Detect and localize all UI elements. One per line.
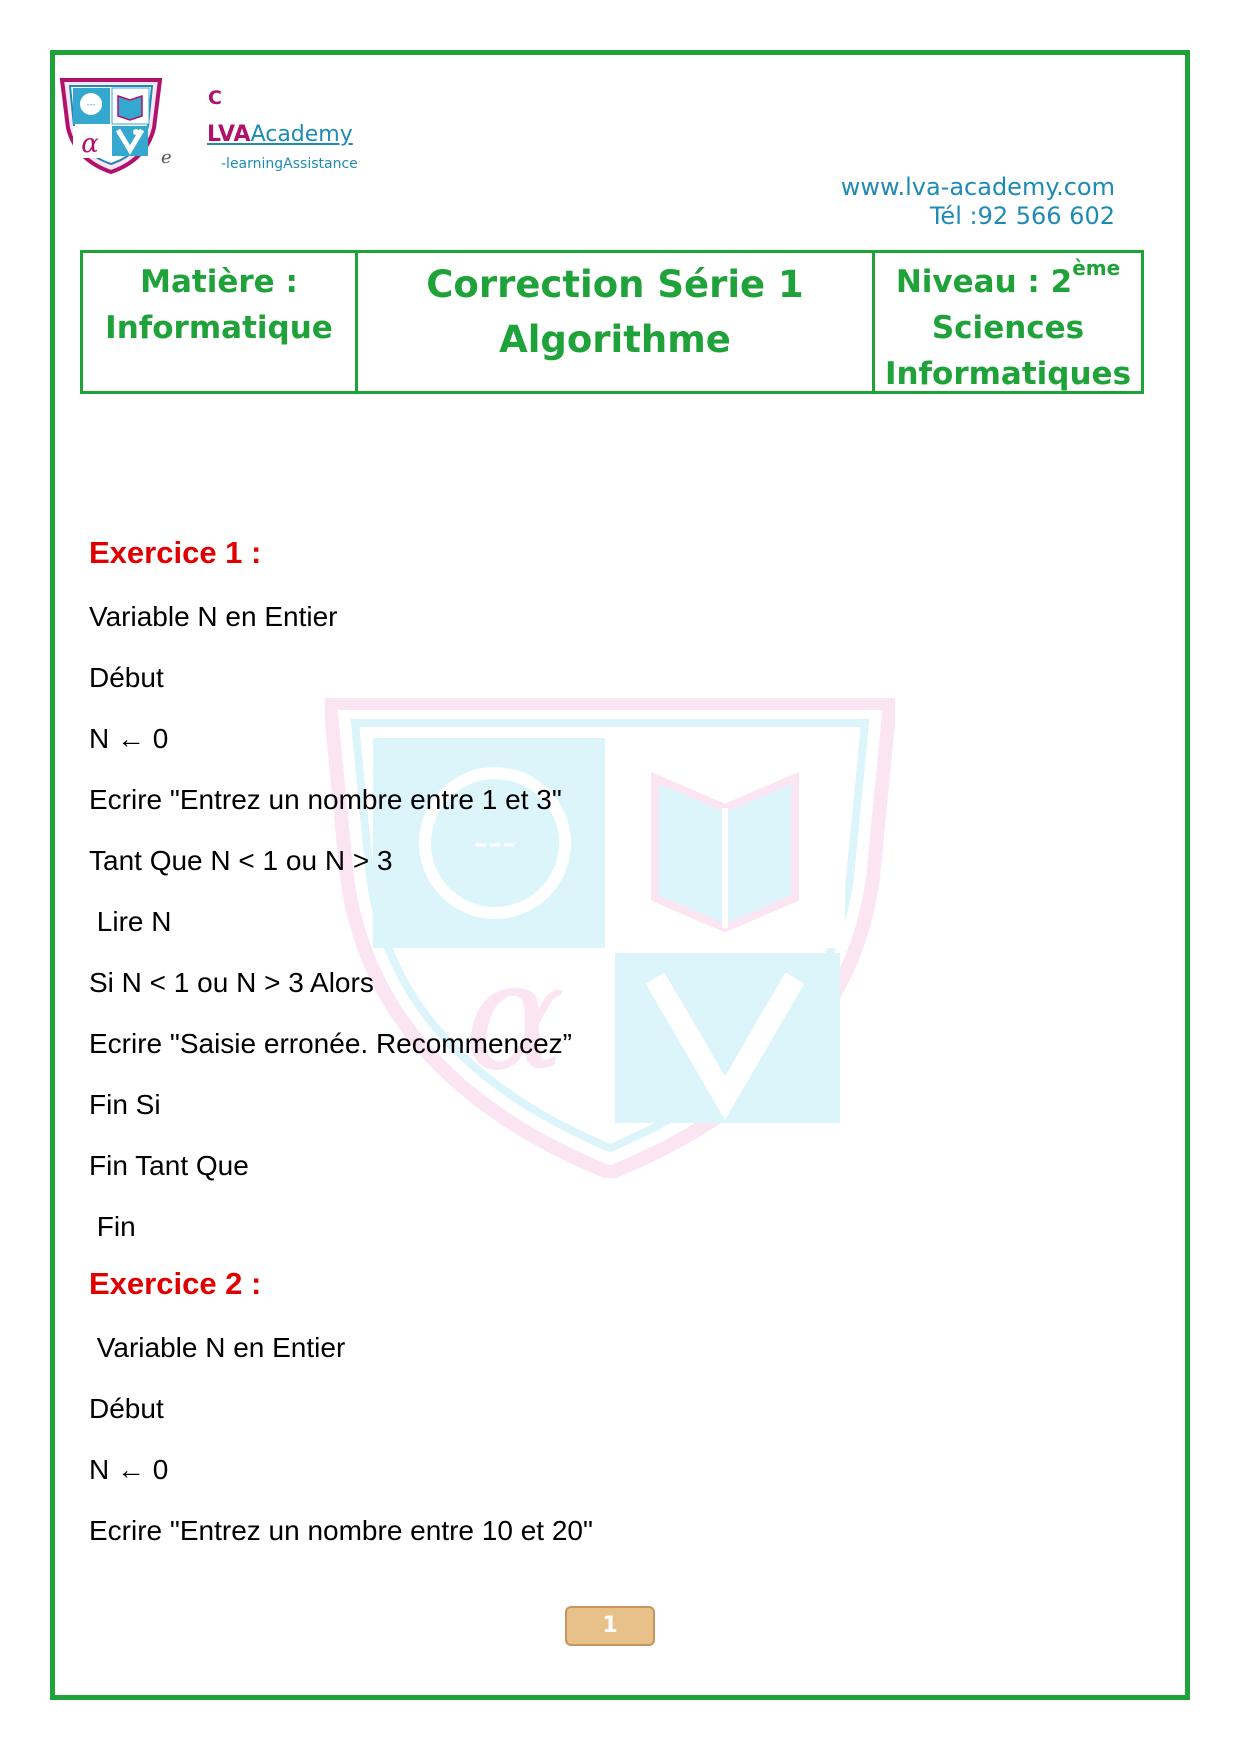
exercise-2 bbox=[89, 1259, 1109, 1561]
level-line-informatiques: Informatiques bbox=[884, 356, 1132, 392]
algorithm-line: Fin Tant Que bbox=[89, 1150, 249, 1181]
level-cell bbox=[875, 253, 1141, 391]
algorithm-line: N ← 0 bbox=[89, 1454, 169, 1485]
algorithm-line: Ecrire "Entrez un nombre entre 1 et 3" bbox=[89, 784, 562, 815]
header-table bbox=[80, 250, 1144, 394]
brand-lva: LVA bbox=[207, 122, 251, 147]
subject-label: Matière : bbox=[140, 264, 298, 300]
logo-letter-e: e bbox=[161, 147, 172, 168]
svg-text:α: α bbox=[464, 930, 566, 1104]
brand-letter-c: C bbox=[208, 87, 222, 109]
algorithm-line: Fin bbox=[89, 1211, 136, 1242]
algorithm-line: Début bbox=[89, 1393, 164, 1424]
svg-text:---: --- bbox=[86, 100, 96, 109]
algorithm-line: Tant Que N < 1 ou N > 3 bbox=[89, 845, 393, 876]
brand-name bbox=[207, 122, 353, 147]
website-link[interactable]: www.lva-academy.com bbox=[840, 173, 1115, 201]
page-number: 1 bbox=[565, 1606, 655, 1646]
algorithm-line: Ecrire "Saisie erronée. Recommencez” bbox=[89, 1028, 572, 1059]
algorithm-line: Variable N en Entier bbox=[89, 601, 338, 632]
algorithm-line: Fin Si bbox=[89, 1089, 161, 1120]
svg-text:α: α bbox=[81, 129, 99, 159]
brand-tagline: -learningAssistance bbox=[221, 156, 358, 172]
level-label-text: Niveau : 2 bbox=[895, 264, 1073, 300]
algorithm-line: Variable N en Entier bbox=[89, 1332, 346, 1363]
brand-academy: Academy bbox=[250, 122, 353, 147]
level-line-sciences: Sciences bbox=[931, 310, 1085, 346]
document-subtitle: Algorithme bbox=[499, 318, 731, 361]
document-title: Correction Série 1 bbox=[426, 263, 804, 306]
lva-logo-icon bbox=[56, 76, 166, 176]
algorithm-line: Ecrire "Entrez un nombre entre 10 et 20" bbox=[89, 1515, 593, 1546]
algorithm-line: Lire N bbox=[89, 906, 172, 937]
algorithm-line: N ← 0 bbox=[89, 723, 169, 754]
title-cell bbox=[358, 253, 875, 391]
algorithm-line: Début bbox=[89, 662, 164, 693]
subject-cell bbox=[83, 253, 358, 391]
algorithm-line: Si N < 1 ou N > 3 Alors bbox=[89, 967, 374, 998]
subject-value: Informatique bbox=[105, 310, 333, 346]
level-superscript: ème bbox=[1072, 255, 1121, 280]
exercise-title: Exercice 2 : bbox=[89, 1266, 262, 1301]
document-content bbox=[89, 528, 1109, 1561]
exercise-1 bbox=[89, 528, 1109, 1257]
level-label bbox=[875, 255, 1141, 305]
svg-text:---: --- bbox=[473, 820, 517, 866]
exercise-title: Exercice 1 : bbox=[89, 535, 262, 570]
phone-number: Tél :92 566 602 bbox=[929, 202, 1115, 230]
contact-block bbox=[841, 173, 1115, 231]
